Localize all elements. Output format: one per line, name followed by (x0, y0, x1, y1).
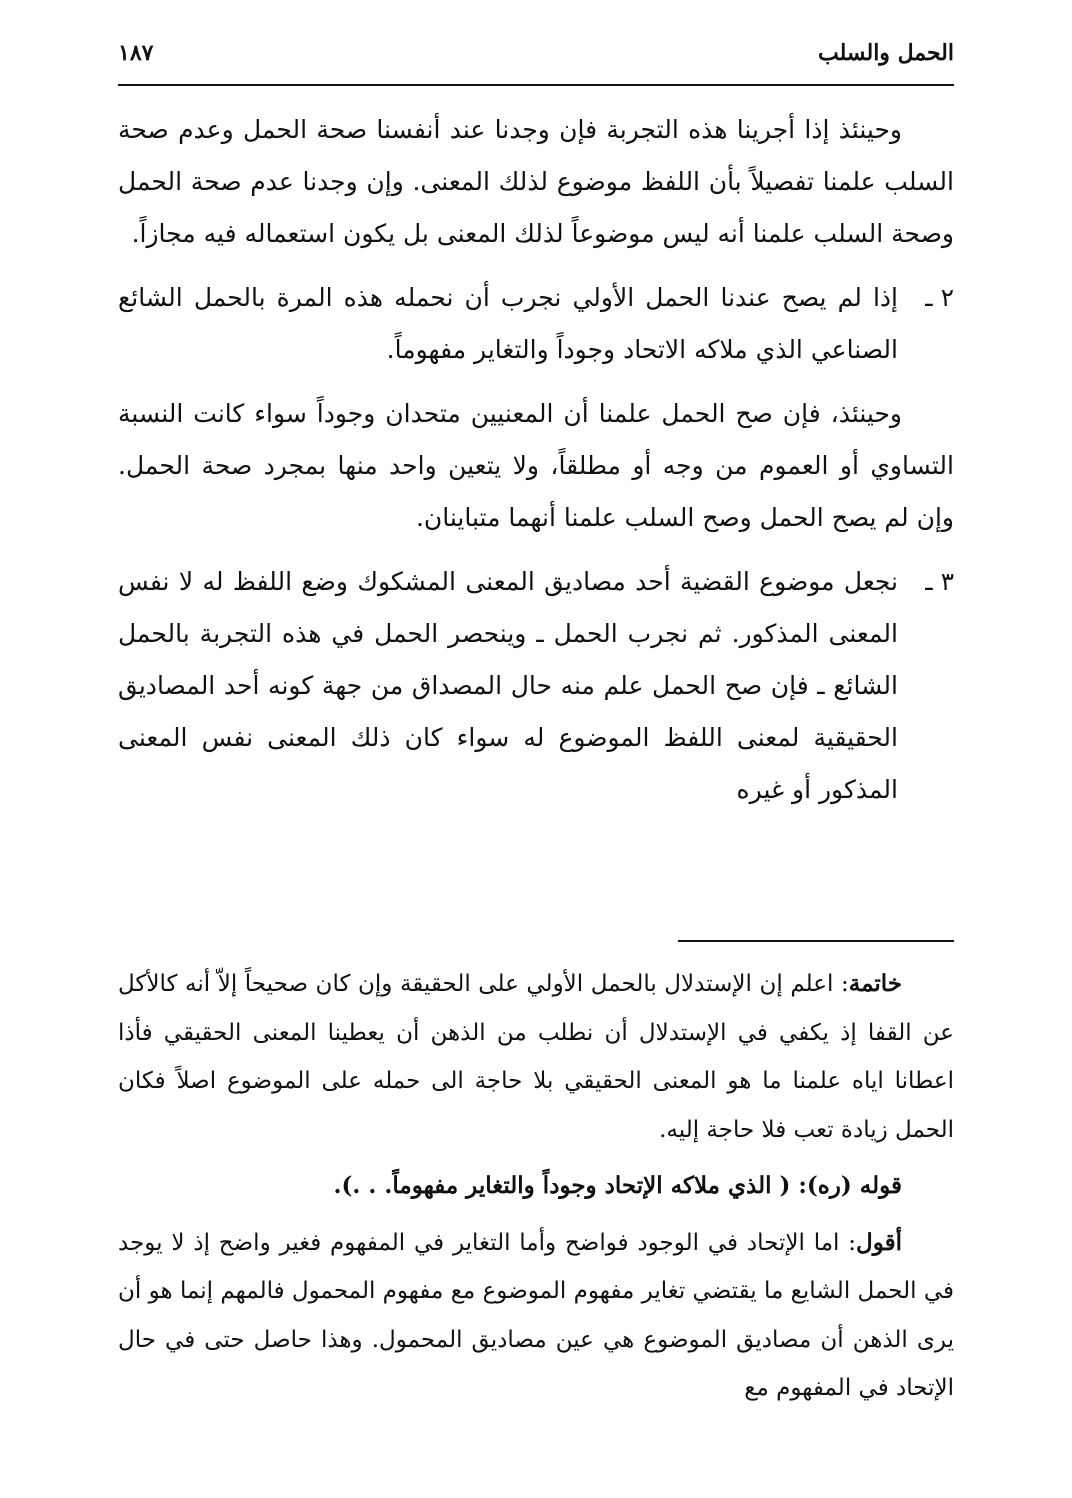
paragraph-2: وحينئذ، فإن صح الحمل علمنا أن المعنيين متحدان وجوداً سواء كانت النسبة التساوي أو العموم من وجه أو مطلقاً، ولا يتعين واحد منها بمجرد صحة الحمل. وإن لم يصح الحمل وصح السلب علمنا أنهما متباينان. (118, 399, 954, 532)
aqulu-paragraph (118, 1219, 954, 1413)
item-number-3: ٣ ـ (925, 567, 954, 596)
footnote-separator (678, 940, 954, 942)
khatima-paragraph (118, 960, 954, 1154)
running-title: الحمل والسلب (817, 40, 954, 66)
commentary-section (118, 960, 954, 1421)
aqulu-text: : اما الإتحاد في الوجود فواضح وأما التغاير في المفهوم فغير واضح إذ لا يوجد في الحمل الشايع ما يقتضي تغاير مفهوم الموضوع مع مفهوم المحمول فالمهم إنما هو أن يرى الذهن أن مصاديق الموضوع هي عين مصاديق المحمول. وهذا حاصل حتى في حال الإتحاد في المفهوم مع (118, 1229, 954, 1401)
page-header (118, 36, 954, 86)
numbered-item-3 (118, 556, 954, 816)
item-text-2: إذا لم يصح عندنا الحمل الأولي نجرب أن نحمله هذه المرة بالحمل الشائع الصناعي الذي ملاكه الاتحاد وجوداً والتغاير مفهوماً. (118, 283, 898, 364)
numbered-item-2 (118, 272, 954, 376)
aqulu-label: أقول (856, 1228, 902, 1256)
khatima-text: : اعلم إن الإستدلال بالحمل الأولي على الحقيقة وإن كان صحيحاً إلاّ أنه كالأكل عن القفا إذ يكفي في الإستدلال أن نطلب من الذهن أن يعطينا المعنى الحقيقي فأذا اعطانا اياه علمنا ما هو المعنى الحقيقي بلا حاجة الى حمله على الموضوع اصلاً فكان الحمل زيادة تعب فلا حاجة إليه. (118, 971, 954, 1143)
quoted-statement: قوله (ره): ( الذي ملاكه الإتحاد وجوداً والتغاير مفهوماً. . .). (333, 1172, 902, 1199)
item-number-2: ٢ ـ (925, 283, 954, 312)
main-text (118, 104, 954, 828)
page-number: ١٨٧ (118, 40, 154, 66)
khatima-label: خاتمة (848, 970, 902, 997)
paragraph-1: وحينئذ إذا أجرينا هذه التجربة فإن وجدنا عند أنفسنا صحة الحمل وعدم صحة السلب علمنا تفصيلاً بأن اللفظ موضوع لذلك المعنى. وإن وجدنا عدم صحة الحمل وصحة السلب علمنا أنه ليس موضوعاً لذلك المعنى بل يكون استعماله فيه مجازاً. (118, 115, 954, 248)
item-text-3: نجعل موضوع القضية أحد مصاديق المعنى المشكوك وضع اللفظ له لا نفس المعنى المذكور. ثم نجرب الحمل ـ وينحصر الحمل في هذه التجربة بالحمل الشائع ـ فإن صح الحمل علم منه حال المصداق من جهة كونه أحد المصاديق الحقيقية لمعنى اللفظ الموضوع له سواء كان ذلك المعنى نفس المعنى المذكور أو غيره (118, 567, 898, 804)
